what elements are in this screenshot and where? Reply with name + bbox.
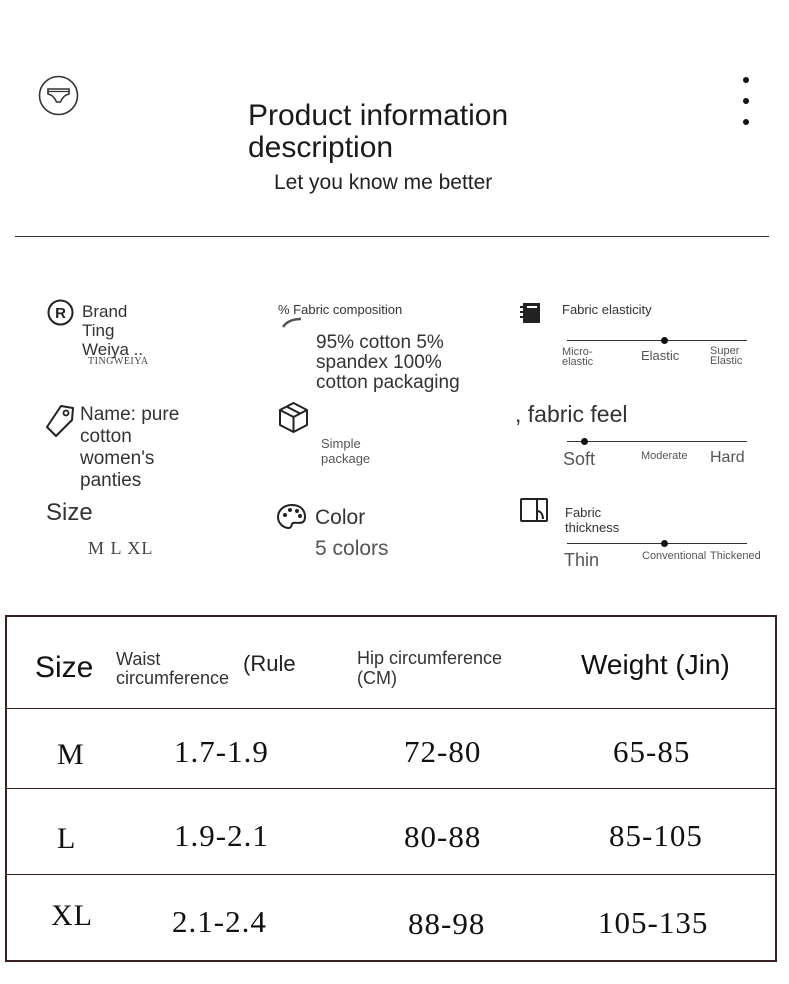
box-icon — [277, 401, 310, 434]
row-l-hip: 80-88 — [404, 819, 482, 854]
elasticity-scale-line — [567, 340, 747, 341]
thickness-scale-line — [567, 543, 747, 544]
page-subtitle: Let you know me better — [274, 171, 493, 194]
header-rule: (Rule — [243, 651, 296, 676]
fabric-feel-label: , fabric feel — [515, 401, 628, 427]
size-values: M L XL — [88, 538, 154, 558]
palette-icon — [276, 503, 308, 530]
elasticity-label: Fabric elasticity — [562, 302, 652, 317]
color-label: Color — [315, 506, 366, 529]
elasticity-option-3: Super Elastic — [710, 345, 743, 367]
row-divider — [7, 788, 775, 789]
tag-icon — [45, 404, 75, 438]
row-divider — [7, 708, 775, 709]
elasticity-option-2: Elastic — [641, 348, 680, 363]
book-icon — [519, 497, 549, 523]
row-m-hip: 72-80 — [404, 734, 482, 769]
header-divider — [15, 236, 769, 237]
row-m-waist: 1.7-1.9 — [174, 734, 269, 769]
brand-value: Ting Weiya .. — [82, 321, 144, 359]
header-hip: Hip circumference (CM) — [357, 648, 503, 688]
more-vertical-icon[interactable] — [738, 74, 754, 128]
brand-logo-text: TINGWEIYA — [88, 356, 149, 367]
row-m-weight: 65-85 — [613, 734, 691, 769]
thickness-option-3: Thickened — [710, 550, 761, 562]
row-l-waist: 1.9-2.1 — [174, 818, 269, 853]
fabric-composition-value: 95% cotton 5% spandex 100% cotton packaging — [316, 332, 460, 393]
underwear-logo-icon — [38, 75, 79, 116]
size-table — [5, 615, 777, 962]
spool-icon — [281, 316, 305, 328]
product-name: Name: pure cotton women's panties — [80, 404, 180, 491]
svg-text:R: R — [55, 305, 66, 322]
elasticity-option-1: Micro-elastic — [562, 346, 594, 368]
elasticity-knob — [661, 337, 668, 344]
notebook-icon — [519, 301, 543, 325]
fabric-composition-label: % Fabric composition — [278, 302, 403, 317]
thickness-option-1: Thin — [564, 550, 600, 570]
header-size: Size — [35, 651, 94, 684]
size-label: Size — [46, 499, 93, 526]
row-l-weight: 85-105 — [609, 818, 703, 853]
feel-option-2: Moderate — [641, 450, 688, 462]
registered-icon — [47, 299, 74, 326]
page-title: Product information description — [248, 99, 509, 164]
thickness-option-2: Conventional — [642, 550, 707, 562]
feel-option-3: Hard — [710, 449, 745, 466]
package-value: Simple package — [321, 436, 371, 466]
feel-knob — [581, 438, 588, 445]
row-xl-waist: 2.1-2.4 — [172, 904, 267, 939]
brand-label: Brand — [82, 302, 128, 321]
header-waist: Waist circumference — [116, 649, 230, 688]
thickness-knob — [661, 540, 668, 547]
header-weight: Weight (Jin) — [581, 649, 730, 680]
row-m-size: M — [57, 738, 85, 771]
feel-option-1: Soft — [563, 449, 596, 469]
row-xl-weight: 105-135 — [598, 905, 709, 940]
row-divider — [7, 874, 775, 875]
row-xl-hip: 88-98 — [408, 906, 486, 941]
feel-scale-line — [567, 441, 747, 442]
thickness-label: Fabric thickness — [565, 505, 620, 535]
row-xl-size: XL — [51, 899, 93, 932]
row-l-size: L — [57, 822, 77, 855]
color-value: 5 colors — [315, 537, 389, 560]
